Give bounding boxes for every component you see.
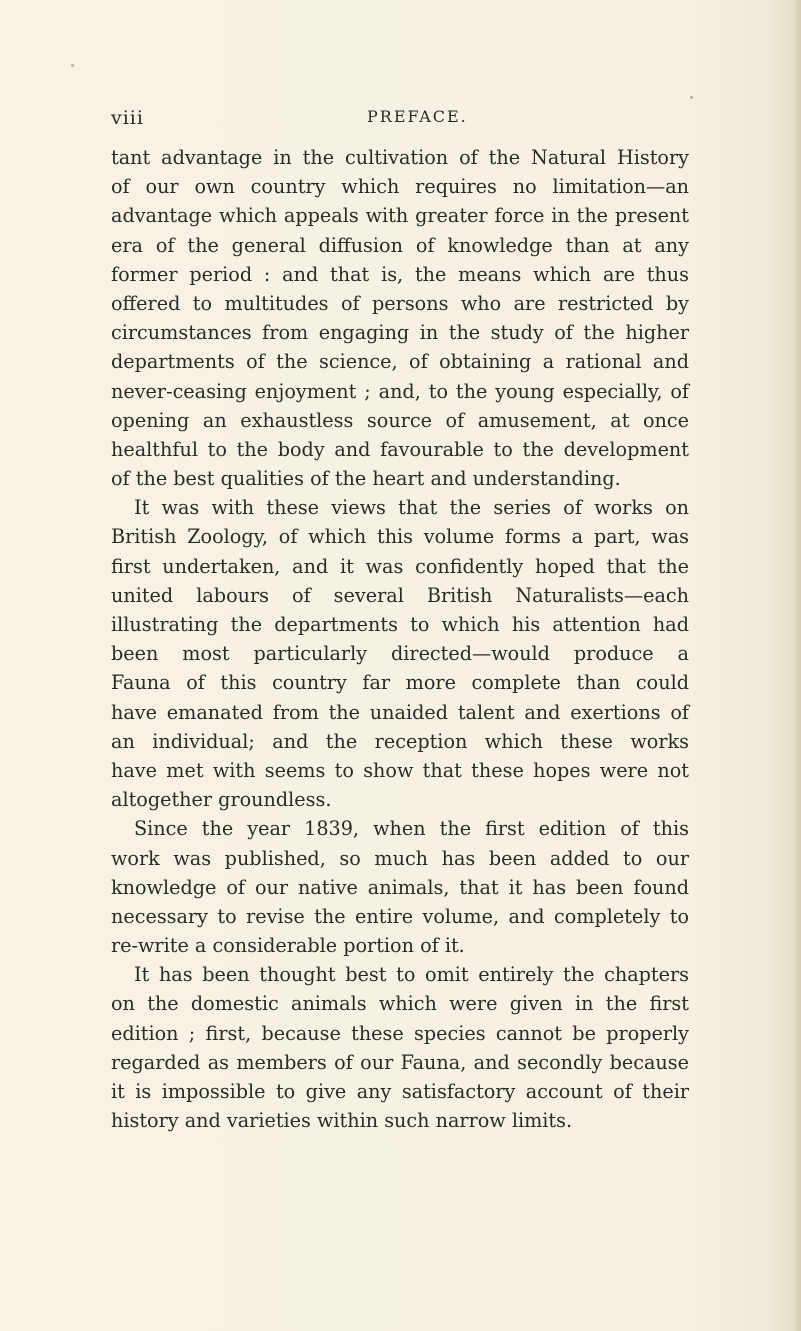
text-line: necessary to revise the entire volume, and completely to bbox=[111, 904, 689, 928]
text-line: British Zoology, of which this volume forms a part, was bbox=[111, 525, 689, 549]
text-line: tant advantage in the cultivation of the Natural History bbox=[111, 146, 689, 169]
text-line: illustrating the departments to which his attention had bbox=[111, 613, 689, 636]
text-line: edition ; first, because these species cannot be properly bbox=[111, 1021, 689, 1045]
text-line: era of the general diffusion of knowledge than at any bbox=[111, 233, 689, 257]
text-line: work was published, so much has been added to our bbox=[111, 846, 689, 870]
body-text bbox=[111, 143, 689, 1135]
text-line: knowledge of our native animals, that it has been found bbox=[111, 875, 689, 899]
text-line: Since the year 1839, when the first edition of this bbox=[134, 817, 689, 841]
paragraph bbox=[111, 960, 689, 1135]
text-line: departments of the science, of obtaining a rational and bbox=[111, 350, 689, 374]
text-line: advantage which appeals with greater force in the present bbox=[111, 204, 689, 228]
text-line: history and varieties within such narrow limits. bbox=[111, 1109, 573, 1133]
text-line: have emanated from the unaided talent and exertions of bbox=[111, 700, 689, 724]
paragraph bbox=[111, 814, 689, 960]
text-line: on the domestic animals which were given in the first bbox=[111, 992, 689, 1016]
text-line: It has been thought best to omit entirely the chapters bbox=[134, 963, 689, 987]
text-line: re-write a considerable portion of it. bbox=[111, 934, 465, 958]
text-line: of the best qualities of the heart and understanding. bbox=[111, 467, 621, 491]
text-line: opening an exhaustless source of amusement, at once bbox=[111, 408, 689, 432]
text-line: regarded as members of our Fauna, and secondly because bbox=[111, 1050, 689, 1074]
text-line: an individual; and the reception which these works bbox=[111, 729, 689, 753]
text-line: it is impossible to give any satisfactory account of their bbox=[111, 1080, 689, 1103]
text-line: It was with these views that the series of works on bbox=[134, 496, 689, 520]
text-line: have met with seems to show that these hopes were not bbox=[111, 758, 689, 782]
text-line: Fauna of this country far more complete than could bbox=[111, 671, 689, 695]
paper-speck bbox=[690, 96, 693, 99]
running-head: PREFACE. bbox=[367, 107, 468, 126]
text-line: former period : and that is, the means which are thus bbox=[111, 262, 689, 286]
page-edge bbox=[791, 0, 801, 1331]
paragraph bbox=[111, 143, 689, 493]
text-line: offered to multitudes of persons who are restricted by bbox=[111, 291, 689, 315]
paragraph bbox=[111, 493, 689, 814]
text-line: circumstances from engaging in the study of the higher bbox=[111, 321, 689, 345]
text-line: never-ceasing enjoyment ; and, to the young especially, of bbox=[111, 379, 689, 403]
text-line: been most particularly directed—would produce a bbox=[111, 642, 689, 666]
page-header bbox=[111, 107, 681, 133]
text-line: united labours of several British Naturalists—each bbox=[111, 583, 689, 607]
text-line: altogether groundless. bbox=[111, 788, 332, 812]
page-number: viii bbox=[111, 107, 144, 129]
text-line: healthful to the body and favourable to the development bbox=[111, 437, 689, 461]
text-line: first undertaken, and it was confidently hoped that the bbox=[111, 554, 689, 578]
text-line: of our own country which requires no limitation—an bbox=[111, 175, 689, 199]
paper-speck bbox=[71, 64, 74, 67]
